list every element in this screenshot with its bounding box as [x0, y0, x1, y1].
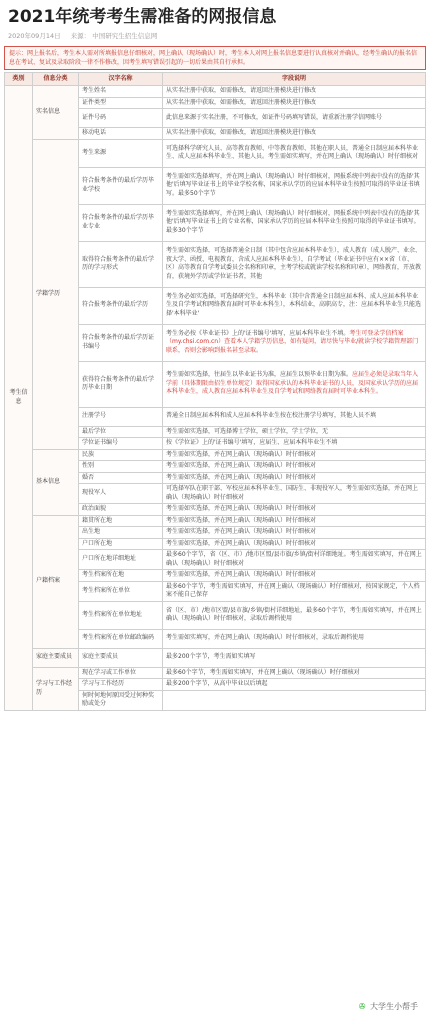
field-desc-text: 考生需如实选择，并在网上确认（现场确认）时仔细核对: [166, 516, 317, 524]
article-title: 2021年统考考生需准备的网报信息: [8, 7, 277, 27]
field-desc-cell: [163, 648, 426, 667]
field-desc-text: 考生需如实选择，可选择博士学位，硕士学位，学士学位，无: [166, 427, 329, 435]
field-desc-cell: [163, 679, 426, 691]
table-row: [5, 667, 426, 679]
field-desc-cell: [163, 128, 426, 140]
col-header-category: 类别: [5, 73, 33, 86]
field-desc-cell: [163, 97, 426, 109]
field-desc-cell: [163, 667, 426, 679]
field-desc-text: 考生需如实选择，并在网上确认（现场确认）时仔细核对: [166, 450, 317, 458]
info-table: [4, 72, 426, 711]
table-row: [5, 449, 426, 461]
field-desc-text: 最多200个字节，从高中毕业以后填起: [166, 680, 268, 687]
field-desc-cell: [163, 426, 426, 438]
field-desc-text: 从实名注册中获取，如需修改，请返回注册模块进行修改: [166, 98, 317, 106]
tip-box: 提示：网上报名后，考生本人需对所填报信息仔细核对，网上确认（现场确认）时，考生本人对网上报名信息要进行认真核对并确认，经考生确认的报名信息在考试、复试及录取阶段一律不作修改，因考生填写错误引起的一切后果由其自行承担。: [4, 46, 426, 70]
field-name-cell: 取得符合报考条件的最后学历的学习形式: [79, 241, 163, 287]
group-cell: 实名信息: [33, 86, 79, 140]
field-desc-warning: 应届生必须是录取当年入学前（具体期限由招生单位规定）取得国家承认的本科毕业证书的人员，及国家承认学历的应届本科毕业生，成人教育应届本科毕业生及自学考试和网络教育届时可毕业本科生。: [166, 371, 419, 396]
field-desc-text: 考生需如实选择填写，并在网上确认（现场确认）时仔细核对，网报系统中列表中没有的选择'其他'后填写毕业证书上的毕业学校名称，国家承认学历的应届本科毕业生按照可取得的毕业证书填写。最多50个字节: [166, 172, 420, 197]
field-desc-text: 普通全日制应届本科和成人应届本科毕业生按在校注册学号填写，其他人员不填: [166, 412, 377, 420]
field-name-cell: 家庭主要成员: [79, 648, 163, 667]
field-name-cell: 学习与工作经历: [79, 679, 163, 691]
field-desc-text: 考生需如实选择，并在网上确认（现场确认）时仔细核对: [166, 473, 317, 481]
group-cell: 学籍学历: [33, 139, 79, 449]
field-name-cell: 考生档案所在单位: [79, 581, 163, 601]
field-desc-text: 考生需如实选择填写，并在网上确认（现场确认）时仔细核对，网报系统中列表中没有的选择'其他'后填写毕业证书上的专业名称，国家承认学历的应届本科毕业生按照可取得的毕业证书填写。最多30个字节: [166, 209, 420, 234]
publish-date: 2020年09月14日: [8, 32, 61, 40]
field-desc-cell: [163, 461, 426, 473]
field-desc-text: 可选择科学研究人员、高等教育教师、中等教育教师、其他在职人员，普通全日制应届本科毕业生、成人应届本科毕业生、其他人员。考生需如实填写，并在网上确认（现场确认）时仔细核对: [166, 144, 419, 160]
field-desc-cell: [163, 504, 426, 516]
watermark-name: 大学生小帮手: [370, 1002, 418, 1011]
col-header-group: 信息分类: [33, 73, 79, 86]
table-body: [5, 73, 426, 711]
field-name-cell: 考生档案所在单位地址: [79, 601, 163, 629]
col-header-name: 汉字名称: [79, 73, 163, 86]
field-name-cell: 户口所在地: [79, 538, 163, 550]
field-desc-cell: [163, 527, 426, 539]
field-name-cell: 最后学位: [79, 426, 163, 438]
field-name-cell: 婚否: [79, 472, 163, 484]
field-desc-cell: [163, 601, 426, 629]
field-name-cell: 考生来源: [79, 139, 163, 167]
field-name-cell: 考生档案所在地: [79, 570, 163, 582]
field-desc-cell: [163, 538, 426, 550]
field-name-cell: 符合报考条件的最后学历毕业专业: [79, 204, 163, 241]
field-desc-text: 此信息来源于实名注册，不可修改，如证件号码填写错误，请重新注册学信网账号: [166, 113, 383, 121]
field-name-cell: 证件类型: [79, 97, 163, 109]
field-desc-cell: [163, 570, 426, 582]
group-cell: 学习与工作经历: [33, 667, 79, 710]
field-name-cell: 性别: [79, 461, 163, 473]
field-name-cell: 学位证书编号: [79, 438, 163, 450]
field-name-cell: 户口所在地详细地址: [79, 550, 163, 570]
field-desc-cell: [163, 324, 426, 361]
category-cell: 考生信息: [5, 86, 33, 711]
field-desc-text: 考生务必按《毕业证书》上的'证书编号'填写，应届本科毕业生不填。: [166, 329, 350, 337]
field-desc-cell: [163, 515, 426, 527]
field-desc-text: 考生需如实选择，并在网上确认（现场确认）时仔细核对: [166, 462, 317, 469]
field-name-cell: 移动电话: [79, 128, 163, 140]
field-name-cell: 获得符合报考条件的最后学历毕业日期: [79, 361, 163, 407]
field-name-cell: 符合报考条件的最后学历证书编号: [79, 324, 163, 361]
wechat-icon: ✇: [358, 1002, 366, 1011]
field-desc-text: 最多200个字节，考生需如实填写: [166, 653, 256, 661]
field-name-cell: 出生地: [79, 527, 163, 539]
table-row: [5, 86, 426, 98]
field-desc-text: 按《学位证》上的'证书编号'填写，应届生、应届本科毕业生不填: [166, 439, 338, 446]
table-row: [5, 139, 426, 167]
field-desc-text: 考生需如实填写，并在网上确认（现场确认）时仔细核对，录取后调档使用: [166, 634, 365, 642]
field-name-cell: 何时何地何原因受过何种奖励或处分: [79, 690, 163, 710]
field-desc-cell: [163, 407, 426, 426]
table-header-row: [5, 73, 426, 86]
field-desc-cell: [163, 86, 426, 98]
col-header-desc: 字段说明: [163, 73, 426, 86]
field-name-cell: 符合报考条件的最后学历毕业学校: [79, 167, 163, 204]
field-desc-text: 考生需如实选择，并在网上确认（现场确认）时仔细核对: [166, 539, 317, 547]
field-desc-cell: [163, 581, 426, 601]
field-desc-text: 从实名注册中获取，如需修改，请返回注册模块进行修改: [166, 87, 317, 94]
field-desc-cell: [163, 484, 426, 504]
field-desc-text: 最多60个字节，考生需如实填写，并在网上确认（现场确认）时仔细核对，按国家规定，个人档案不能自己保存: [166, 582, 420, 598]
field-name-cell: 现役军人: [79, 484, 163, 504]
field-desc-cell: [163, 109, 426, 128]
field-desc-cell: [163, 438, 426, 450]
field-desc-text: 最多60个字节，省（区、市）/地市区盟/县市旗/乡镇/街村详细地址。考生需如实填写，并在网上确认（现场确认）时仔细核对: [166, 551, 422, 567]
field-desc-cell: [163, 361, 426, 407]
field-desc-warning: 考生可登录学信档案（my.chsi.com.cn）查看本人学籍学历信息，如有疑问，请尽快与毕业/就读学校学籍管理部门联系，否则会影响到报名甚至录取。: [166, 329, 419, 354]
field-desc-cell: [163, 139, 426, 167]
table-row: [5, 515, 426, 527]
group-cell: 家庭主要成员: [33, 648, 79, 667]
field-desc-cell: [163, 629, 426, 648]
wechat-watermark: [355, 999, 422, 1014]
field-name-cell: 政治面貌: [79, 504, 163, 516]
field-desc-cell: [163, 550, 426, 570]
field-name-cell: 符合报考条件的最后学历: [79, 287, 163, 324]
field-desc-text: 考生需如实选择，并在网上确认（现场确认）时仔细核对: [166, 505, 317, 512]
field-desc-text: 考生需如实选择，往届生以毕业证书为准，应届生以预毕业日期为准。: [166, 371, 353, 379]
field-desc-text: 省（区、市）/地市区盟/县市旗/乡镇/街村详细地址，最多60个字节，考生需如实填写，并在网上确认（现场确认）时仔细核对，录取后调档使用: [166, 606, 422, 622]
field-desc-text: 可选择军队在职干部、军校应届本科毕业生、国防生、非现役军人，考生需如实选择，并在网上确认（现场确认）时仔细核对: [166, 485, 419, 501]
field-desc-text: 最多60个字节，考生需如实填写，并在网上确认（现场确认）时仔细核对: [166, 668, 360, 676]
field-desc-text: 考生需如实选择，并在网上确认（现场确认）时仔细核对: [166, 571, 317, 578]
field-name-cell: 现在学习或工作单位: [79, 667, 163, 679]
field-name-cell: 证件号码: [79, 109, 163, 128]
field-name-cell: 考生档案所在单位邮政编码: [79, 629, 163, 648]
field-desc-text: 考生务必如实选择，可选择研究生，本科毕业（其中含普通全日制应届本科、成人应届本科毕业生及自学考试和网络教育届时可毕业本科生），本科结业，高职高专，注：应届本科毕业生只能选择'本科毕业': [166, 292, 422, 317]
field-desc-cell: [163, 287, 426, 324]
article-header: [0, 0, 430, 46]
group-cell: 户籍档案: [33, 515, 79, 648]
field-name-cell: 考生姓名: [79, 86, 163, 98]
field-desc-cell: [163, 167, 426, 204]
field-desc-cell: [163, 472, 426, 484]
group-cell: 基本信息: [33, 449, 79, 515]
article-meta: [0, 28, 430, 46]
field-desc-cell: [163, 241, 426, 287]
field-desc-cell: [163, 449, 426, 461]
field-name-cell: 民族: [79, 449, 163, 461]
field-desc-cell: [163, 690, 426, 710]
field-desc-text: 考生需如实选择，并在网上确认（现场确认）时仔细核对: [166, 528, 317, 535]
field-name-cell: 籍贯所在地: [79, 515, 163, 527]
source-link[interactable]: 来源： 中国研究生招生信息网: [70, 32, 158, 40]
field-desc-text: 从实名注册中获取，如需修改，请返回注册模块进行修改: [166, 129, 317, 136]
field-desc-text: 考生需如实选择，可选择普通全日制（其中包含应届本科毕业生），成人教育（成人脱产、业余、夜大学、函授、电视教育，含成人应届本科毕业生），自学考试（毕业证书中应有××省（市、区）高等教育自学考试委员会名称和印章，主考学校或就读学校名称和印章），网络教育，开放教育，获境外学历或学位证书者，其他: [166, 247, 422, 280]
table-row: [5, 648, 426, 667]
field-desc-cell: [163, 204, 426, 241]
field-name-cell: 注册学号: [79, 407, 163, 426]
